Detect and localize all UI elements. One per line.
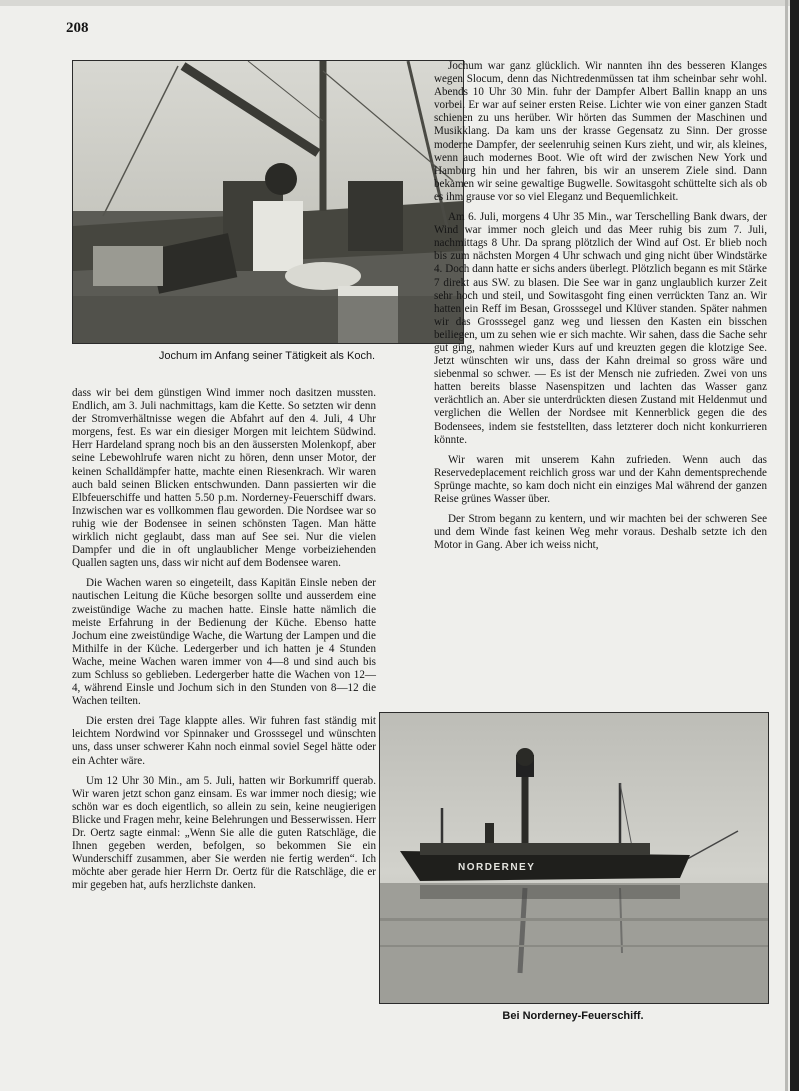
photo-caption-jochum: Jochum im Anfang seiner Tätigkeit als Koch. [158, 350, 376, 362]
top-scan-edge [0, 0, 799, 6]
right-scan-line [785, 0, 788, 1091]
photo-jochum-cooking [72, 60, 464, 344]
paragraph: Die Wachen waren so eingeteilt, dass Kapitän Einsle neben der nautischen Leitung die Küche besorgen sollte und ausserdem eine zweistündige Wache zu machen hatte. Einsle hatte nämlich die meiste Erfahrung in der Bedienung der Küche. Ebenso hatte Jochum eine zweistündige Wache, die Wartung der Lampen und die Mithilfe in der Küche. Ledergerber und ich hatten je 4 Stunden Wache, meine Wachen waren immer von 4—8 und sind auch bis zum Schluss so geblieben. Ledergerber hatte die Wachen von 12—4, während Einsle und Jochum sich in den Stunden von 8—12 die Wachen teilten. [72, 577, 376, 708]
photo-norderney-lightship [379, 712, 769, 1004]
paragraph: Wir waren mit unserem Kahn zufrieden. Wenn auch das Reservedeplacement reichlich gross war und der Kahn dementsprechende Sprünge machte, so kam doch nicht ein einziges Mal während der ganzen Reise grünes Wasser über. [434, 453, 767, 505]
paragraph: Um 12 Uhr 30 Min., am 5. Juli, hatten wir Borkumriff querab. Wir waren jetzt schon ganz einsam. Es war immer noch diesig; wie schön war es doch eigentlich, so allein zu sein, keine neugierigen Blicke und Fragen mehr, keine Belehrungen und Besserwissen. Herr Dr. Oertz sagte einmal: „Wenn Sie alle die guten Ratschläge, die Ihnen gegeben werden, befolgen, so bekommen Sie ein Wunderschiff zusammen, aber Sie werden nie fertig werden“. Ich möchte aber gerade hier Herrn Dr. Oertz für die Ratschläge, die er mir gegeben hat, aufs herzlichste danken. [72, 774, 376, 892]
ship-hull-name: NORDERNEY [458, 862, 536, 873]
page-number: 208 [66, 20, 89, 36]
right-text-column [434, 60, 767, 559]
paragraph: Die ersten drei Tage klappte alles. Wir fuhren fast ständig mit leichtem Nordwind vor Spinnaker und Grosssegel und wünschten uns, dass unser schwerer Kahn noch einmal soviel Segel hätte oder ein Achter wäre. [72, 715, 376, 767]
paragraph: Jochum war ganz glücklich. Wir nannten ihn des besseren Klanges wegen Slocum, denn das Nichtredenmüssen tat ihm scheinbar sehr wohl. Abends 10 Uhr 30 Min. fuhr der Dampfer Albert Ballin knapp an uns vorbei. Er war auf seiner ersten Reise. Lichter wie von einer ganzen Stadt schienen zu uns herüber. Wir hörten das Summen der Maschinen und Musikklang. Da kam uns der krasse Gegensatz zu Sinn. Der grosse moderne Dampfer, der seelenruhig seinen Kurs zieht, und wir, als kleines, wenn auch modernes Boot. Wie oft wird der zwischen New York und Hamburg hin und her fahren, bis wir an unserem Ziele sind. Dann bekamen wir seine gewaltige Bugwelle. Sowitasgoht schüttelte sich als ob es ihm grause vor so viel Eleganz und Bequemlichkeit. [434, 60, 767, 203]
photo-caption-ship: Bei Norderney-Feuerschiff. [502, 1010, 644, 1022]
right-scan-edge [790, 0, 799, 1091]
paragraph: dass wir bei dem günstigen Wind immer noch dasitzen mussten. Endlich, am 3. Juli nachmittags, kam die Kette. So setzten wir denn der Stromverhältnisse wegen die Abfahrt auf den 4. Juli, 4 Uhr morgens, fest. Es war ein diesiger Morgen mit leichtem Südwind. Herr Hardeland sprang noch bis an den äussersten Molenkopf, aber seine Lebewohlrufe waren nicht zu hören, denn unser Motor, der keinen Schalldämpfer hatte, machte einen Riesenkrach. Wir waren auch bald seinen Blicken entschwunden. Dann passierten wir die Elbfeuerschiffe und hatten 5.50 p.m. Norderney-Feuerschiff dwars. Inzwischen war es vollkommen flau geworden. Die Nordsee war so ruhig wie der Bodensee in seinen schönsten Tagen. Man hätte wirklich nicht geglaubt, dass man auf See sei. Nur die vielen Dampfer und die in oft unglaublicher Menge vorbeiziehenden Quallen sagten uns, dass wir nicht auf dem Bodensee waren. [72, 387, 376, 570]
paragraph: Der Strom begann zu kentern, und wir machten bei der schweren See und dem Winde fast keinen Weg mehr voraus. Deshalb setzte ich den Motor in Gang. Aber ich weiss nicht, [434, 513, 767, 552]
left-text-column [72, 387, 376, 899]
paragraph: Am 6. Juli, morgens 4 Uhr 35 Min., war Terschelling Bank dwars, der Wind war immer noch gleich und das Meer ruhig bis zum 7. Juli, nachmittags 8 Uhr. Da sprang plötzlich der Wind auf Ost. Er blieb noch bis zum nächsten Morgen 4 Uhr schwach und ging nicht über Windstärke 4. Doch dann hatte er sichs anders überlegt. Plötzlich begann es mit Stärke 7 direkt aus SW. zu blasen. Die See war in ganz unglaublich kurzer Zeit sehr hoch und steil, und Sowitasgoht fing einen verrückten Tanz an. Wir hatten ein Reff im Besan, Grosssegel und Klüver standen. Später nahmen wir das Grosssegel ganz weg und liessen den Kasten ein bisschen beiliegen, um zu sehen wie er sich machte. Wir sahen, dass die Sache sehr gut ging, nahmen wieder Kurs auf und kreuzten gegen die klotzige See. Jetzt wünschten wir uns, dass der Kahn dreimal so gross wäre und siebenmal so schwer. — Es ist der Mensch nie zufrieden. Zwei von uns hatten bereits blasse Nasenspitzen und lachten das Wasser ganz verächtlich an. Aber sie unterdrückten diesen Zustand mit Heldenmut und verglichen die Wellen der Nordsee mit Kennerblick gegen die des Bodensees, indem sie feststellten, dass letzterer doch nicht konkurrieren könnte. [434, 211, 767, 446]
